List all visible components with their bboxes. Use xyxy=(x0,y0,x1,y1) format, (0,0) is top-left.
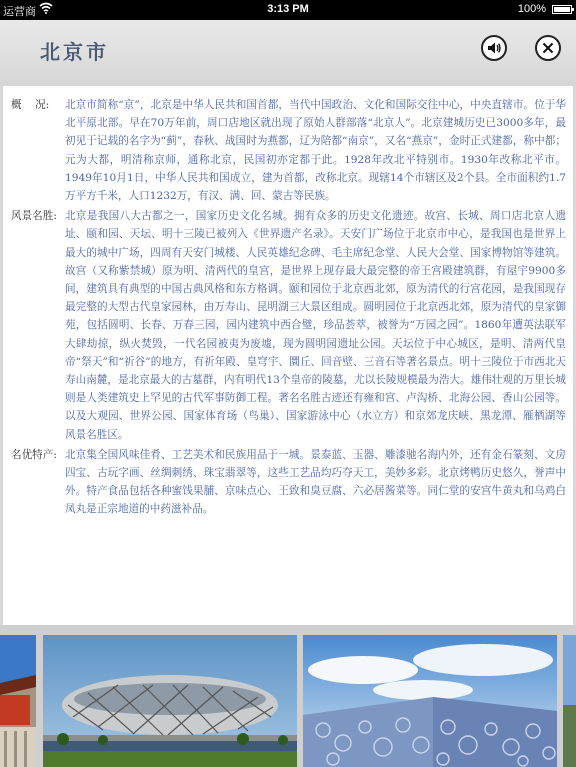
water-cube-photo[interactable] xyxy=(303,635,557,767)
scenic-spots-section xyxy=(11,207,566,444)
specialties-section xyxy=(11,446,566,519)
content-panel xyxy=(3,86,573,625)
clock-time: 3:13 PM xyxy=(267,3,309,15)
section-text: 北京集全国风味佳肴、工艺美术和民族用品于一城。景泰蓝、玉器、雕漆驰名海内外，还有金石篆刻、文房四宝、古玩字画、丝绸刺绣、珠宝翡翠等，这些工艺品均巧夺天工，美妙多彩。北京烤鸭历史悠久，誉声中外。特产食品包括各种蜜饯果脯、京味点心、王致和臭豆腐、六必居酱菜等。同仁堂的安宫牛黄丸和乌鸡白凤丸是正宗地道的中药滋补品。 xyxy=(65,448,566,516)
section-label: 概 况: xyxy=(11,99,50,111)
carrier-label: 运营商 xyxy=(3,6,36,18)
battery-percent: 100% xyxy=(517,3,546,15)
section-label: 名优特产: xyxy=(11,448,57,461)
section-label: 风景名胜: xyxy=(11,210,57,223)
close-button[interactable] xyxy=(535,35,561,61)
info-sections xyxy=(11,96,566,521)
partial-photo[interactable] xyxy=(563,635,576,767)
overview-section xyxy=(11,96,566,205)
status-bar xyxy=(0,0,576,20)
birds-nest-photo[interactable] xyxy=(43,635,297,767)
pagoda-photo[interactable] xyxy=(0,635,36,767)
battery-icon xyxy=(552,5,572,14)
header-bar xyxy=(0,20,576,86)
section-text: 北京是我国八大古都之一，国家历史文化名城。拥有众多的历史文化遗迹。故宫、长城、周口店北京人遗址、颐和园、天坛、明十三陵已被列入《世界遗产名录》。天安门广场位于北京市中心，是我国也是世界上最大的城中广场，四周有天安门城楼、人民英雄纪念碑、毛主席纪念堂、人民大会堂、国家博物馆等建筑。故宫（又称紫禁城）原为明、清两代的皇宫，是世界上现存最大最完整的帝王宫殿建筑群，有屋宇9900多间，建筑具有典型的中国古典风格和东方格调。颐和园位于北京西北郊，原为清代的行宫花园，是我国现存最完整的大型古代皇家园林，由万寿山、昆明湖三大景区组成。圆明园位于北京西北郊，原为清代的皇家御苑，包括圆明、长春、万春三园，园内建筑中西合璧，珍品荟萃，被誉为“万园之园”。1860年遭英法联军大肆劫掠，纵火焚毁，一代名园被夷为废墟，现为圆明园遗址公园。天坛位于中心城区，是明、清两代皇帝“祭天”和“祈谷”的地方，有祈年殿、皇穹宇、圜丘、回音壁、三音石等著名景点。明十三陵位于市西北天寿山南麓，是北京最大的古墓群，内有明代13个皇帝的陵墓，尤以长陵规模最为浩大。雄伟壮观的万里长城则是人类建筑史上罕见的古代军事防御工程。著名名胜古迹还有雍和宫、卢沟桥、北海公园、香山公园等。以及大观园、世界公园、国家体育场（鸟巢）、国家游泳中心（水立方）和京郊龙庆峡、黑龙潭、雁栖湖等风景名胜区。 xyxy=(65,210,566,441)
page-title: 北京市 xyxy=(40,40,109,64)
section-text: 北京市简称“京”，北京是中华人民共和国首都，当代中国政治、文化和国际交往中心，中央直辖市。位于华北平原北部。早在70万年前，周口店地区就出现了原始人群部落“北京人”。北京建城历史已3000多年，最初见于记载的名字为“蓟”，春秋、战国时为燕都，辽为陪都“南京”，又名“燕京”，金时正式建都，称中都；元为大都，明清称京师，通称北京，民国初亦定都于此。1928年改北平特别市。1930年改称北平市。1949年10月1日，中华人民共和国成立，建为首都，改称北京。现辖14个市辖区及2个县。全市面积约1.7万平方千米，人口1232万，有汉、满、回、蒙古等民族。 xyxy=(65,99,566,203)
sound-button[interactable] xyxy=(481,35,507,61)
photo-gallery[interactable] xyxy=(0,625,576,767)
